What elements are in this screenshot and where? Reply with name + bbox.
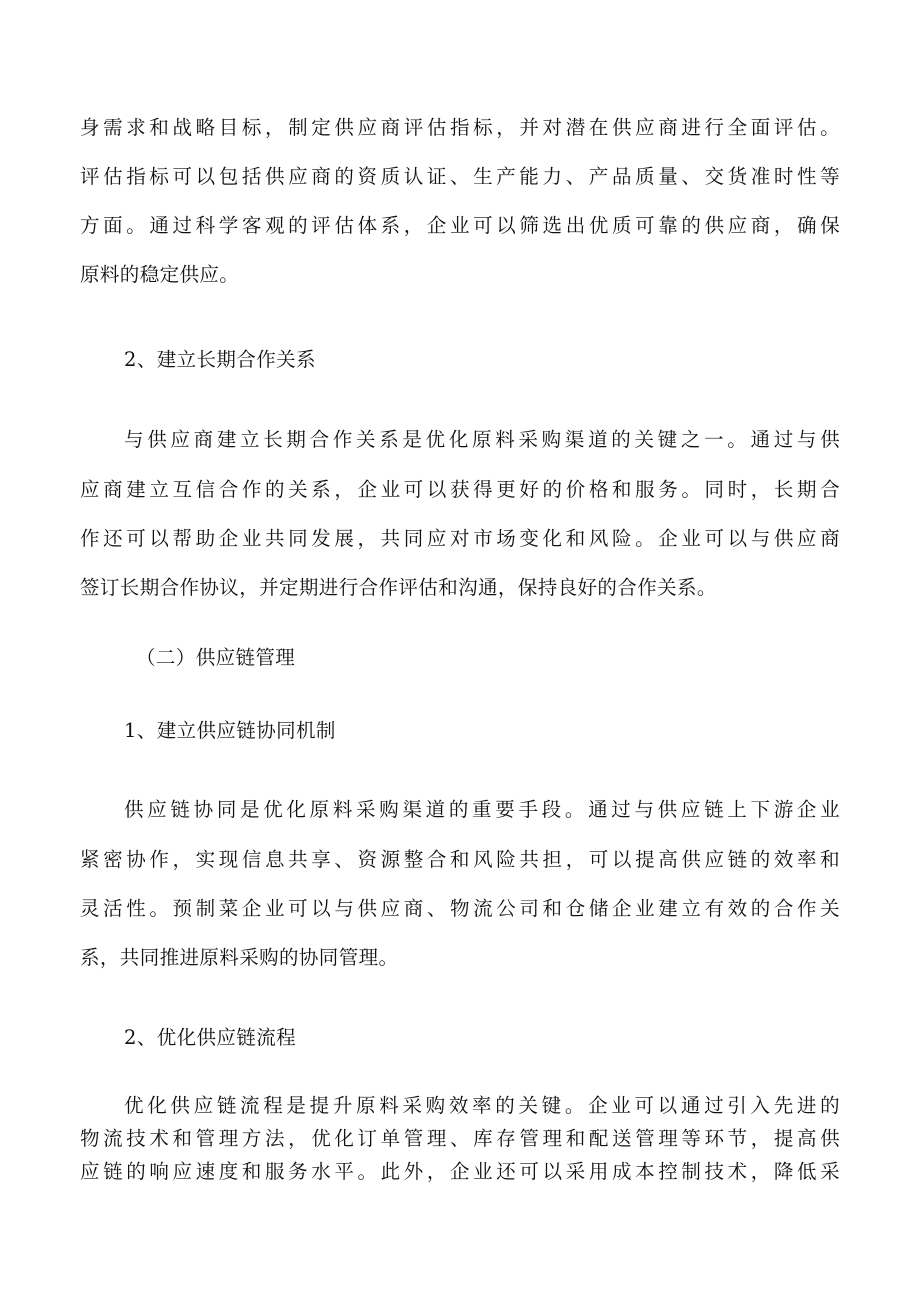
paragraph-line: 方面。通过科学客观的评估体系，企业可以筛选出优质可靠的供应商，确保 — [80, 214, 840, 237]
paragraph-line: 签订长期合作协议，并定期进行合作评估和沟通，保持良好的合作关系。 — [80, 576, 717, 599]
paragraph-line: 系，共同推进原料采购的协同管理。 — [80, 946, 399, 969]
paragraph-line: 原料的稳定供应。 — [80, 263, 240, 286]
paragraph-line: 应链的响应速度和服务水平。此外，企业还可以采用成本控制技术，降低采 — [80, 1160, 840, 1183]
paragraph-line: 物流技术和管理方法，优化订单管理、库存管理和配送管理等环节，提高供 — [80, 1127, 840, 1150]
paragraph-line: 评估指标可以包括供应商的资质认证、生产能力、产品质量、交货准时性等 — [80, 165, 840, 188]
paragraph-line: 作还可以帮助企业共同发展，共同应对市场变化和风险。企业可以与供应商 — [80, 527, 840, 550]
paragraph-line: 供应链协同是优化原料采购渠道的重要手段。通过与供应链上下游企业 — [124, 798, 840, 821]
paragraph-line: 身需求和战略目标，制定供应商评估指标，并对潜在供应商进行全面评估。 — [80, 116, 840, 139]
subheading: 2、优化供应链流程 — [124, 1026, 297, 1049]
section-heading: （二）供应链管理 — [136, 646, 296, 669]
paragraph-line: 紧密协作，实现信息共享、资源整合和风险共担，可以提高供应链的效率和 — [80, 848, 840, 871]
subheading: 2、建立长期合作关系 — [124, 348, 316, 371]
paragraph-line: 应商建立互信合作的关系，企业可以获得更好的价格和服务。同时，长期合 — [80, 478, 840, 501]
paragraph-line: 与供应商建立长期合作关系是优化原料采购渠道的关键之一。通过与供 — [124, 428, 840, 451]
subheading: 1、建立供应链协同机制 — [124, 719, 336, 742]
paragraph-line: 灵活性。预制菜企业可以与供应商、物流公司和仓储企业建立有效的合作关 — [80, 897, 840, 920]
paragraph-line: 优化供应链流程是提升原料采购效率的关键。企业可以通过引入先进的 — [124, 1094, 840, 1117]
